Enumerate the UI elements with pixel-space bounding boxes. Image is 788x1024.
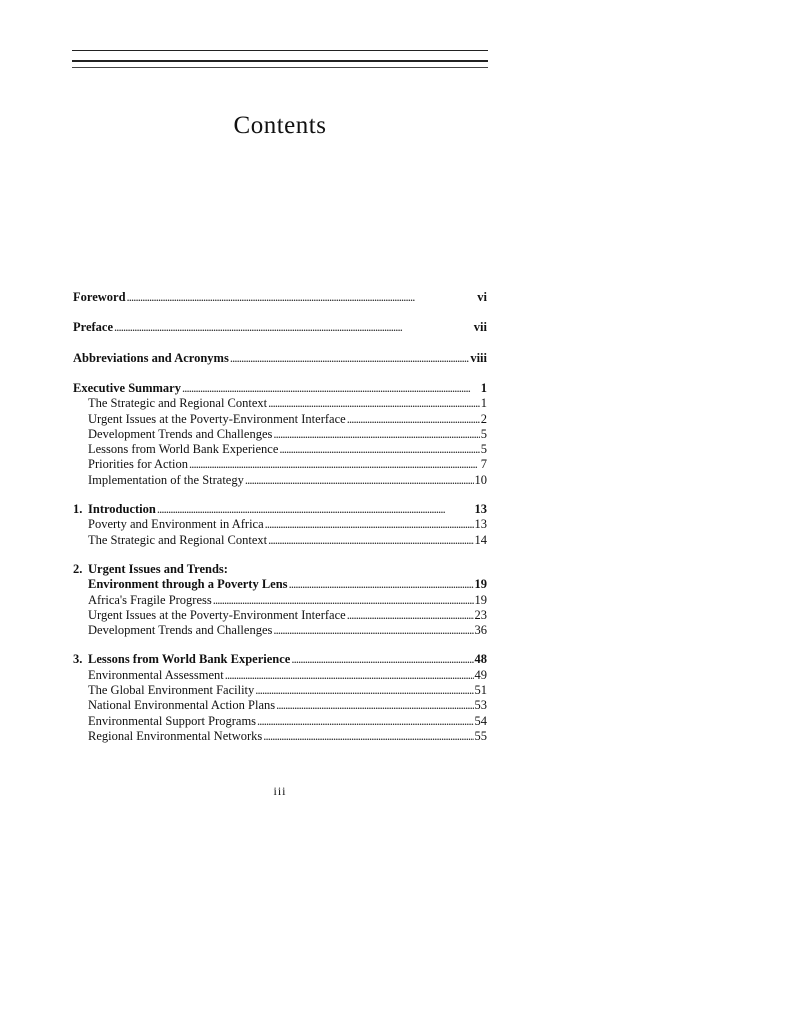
leader-dots	[265, 517, 474, 532]
toc-entry-sub[interactable]	[73, 608, 487, 623]
toc-label: Regional Environmental Networks	[88, 728, 263, 743]
toc-label: Development Trends and Challenges	[88, 623, 273, 638]
toc-label: Implementation of the Strategy	[88, 472, 244, 487]
toc-page-number: 14	[474, 532, 487, 547]
toc-label: Abbreviations and Acronyms	[73, 350, 229, 365]
toc-page-number: 1	[480, 396, 487, 411]
toc-page-number: 2	[480, 411, 487, 426]
leader-dots	[276, 698, 473, 713]
leader-dots	[255, 683, 473, 698]
toc-page-number: 5	[480, 442, 487, 457]
leader-dots	[230, 351, 470, 366]
toc-label: The Global Environment Facility	[88, 683, 255, 697]
toc-page-number: 51	[474, 683, 487, 697]
toc-entry-sub[interactable]	[73, 683, 487, 698]
leader-dots	[273, 623, 473, 638]
toc-label: Poverty and Environment in Africa	[88, 517, 264, 532]
toc-entry-sub[interactable]	[73, 517, 487, 532]
toc-entry-sub[interactable]	[73, 442, 487, 457]
header-rule-middle	[72, 60, 488, 62]
header-rule-top	[72, 50, 488, 51]
toc-page-number: 5	[480, 426, 487, 441]
toc-page-number: 10	[474, 472, 487, 487]
leader-dots	[225, 668, 474, 683]
toc-label: National Environmental Action Plans	[88, 698, 276, 713]
leader-dots	[279, 442, 479, 457]
toc-entry-sub[interactable]	[73, 714, 487, 729]
toc-entry-main[interactable]	[73, 290, 487, 305]
toc-page-number: 19	[474, 577, 487, 592]
leader-dots	[347, 608, 474, 623]
leader-dots	[268, 396, 480, 411]
leader-dots	[157, 502, 474, 517]
toc-entry-sub[interactable]	[73, 533, 487, 548]
header-rule-bottom	[72, 67, 488, 68]
toc-entry-sub[interactable]	[73, 668, 487, 683]
toc-label: Urgent Issues at the Poverty-Environment Interface	[88, 607, 346, 622]
leader-dots	[289, 577, 474, 592]
leader-dots	[291, 652, 473, 667]
leader-dots	[347, 412, 480, 427]
toc-label: Lessons from World Bank Experience	[88, 652, 291, 667]
toc-page-number: viii	[470, 350, 487, 365]
toc-label: Environment through a Poverty Lens	[88, 577, 288, 592]
toc-page-number: 13	[474, 502, 487, 516]
toc-label: Priorities for Action	[88, 457, 188, 472]
toc-page-number: 49	[474, 667, 487, 682]
toc-page-number: 55	[474, 728, 487, 743]
leader-dots	[263, 729, 473, 744]
toc-label: Preface	[73, 320, 114, 335]
page-number: iii	[273, 784, 287, 798]
toc-entry-sub[interactable]	[73, 427, 487, 442]
toc-page-number: 36	[474, 623, 487, 638]
toc-label: Introduction	[88, 502, 156, 516]
chapter-number: 1.	[73, 502, 83, 516]
toc-entry-sub[interactable]	[73, 412, 487, 427]
toc-label: Urgent Issues at the Poverty-Environment Interface	[88, 411, 346, 426]
toc-entry-sub[interactable]	[73, 457, 487, 472]
toc-label: The Strategic and Regional Context	[88, 532, 268, 547]
toc-page-number: 48	[474, 652, 487, 667]
leader-dots	[114, 320, 473, 335]
page-title: Contents	[233, 112, 327, 139]
toc-entry-main[interactable]	[73, 502, 487, 517]
toc-label: The Strategic and Regional Context	[88, 396, 268, 411]
toc-page-number: 23	[474, 607, 487, 622]
chapter-number: 2.	[73, 561, 83, 576]
toc-entry-sub[interactable]	[73, 473, 487, 488]
leader-dots	[127, 290, 477, 305]
toc-label: Africa's Fragile Progress	[88, 592, 212, 607]
leader-dots	[245, 473, 474, 488]
leader-dots	[213, 593, 474, 608]
toc-entry-main[interactable]	[73, 652, 487, 667]
toc-entry-main[interactable]	[73, 381, 487, 396]
toc-page-number: 19	[474, 592, 487, 607]
leader-dots	[189, 457, 480, 472]
toc-heading	[73, 562, 487, 577]
toc-label: Urgent Issues and Trends:	[88, 561, 228, 576]
toc-page-number: 13	[474, 517, 487, 532]
toc-page-number: 7	[480, 457, 487, 472]
leader-dots	[273, 427, 479, 442]
toc-entry-main[interactable]	[73, 577, 487, 592]
toc-entry-sub[interactable]	[73, 623, 487, 638]
toc-entry-sub[interactable]	[73, 593, 487, 608]
toc-entry-sub[interactable]	[73, 698, 487, 713]
toc-page-number: vi	[477, 290, 487, 304]
toc-label: Environmental Assessment	[88, 667, 224, 682]
toc-entry-main[interactable]	[73, 320, 487, 335]
toc-page-number: 1	[480, 380, 487, 395]
toc-entry-sub[interactable]	[73, 729, 487, 744]
toc-label: Lessons from World Bank Experience	[88, 442, 279, 457]
leader-dots	[182, 381, 480, 396]
leader-dots	[268, 533, 473, 548]
toc-page-number: 53	[474, 698, 487, 713]
toc-label: Development Trends and Challenges	[88, 426, 273, 441]
toc-entry-main[interactable]	[73, 351, 487, 366]
toc-label: Environmental Support Programs	[88, 713, 257, 728]
toc-page-number: 54	[474, 713, 487, 728]
toc-entry-sub[interactable]	[73, 396, 487, 411]
toc-page-number: vii	[473, 320, 487, 335]
leader-dots	[257, 714, 473, 729]
toc-label: Executive Summary	[73, 380, 181, 395]
chapter-number: 3.	[73, 652, 83, 667]
toc-label: Foreword	[73, 290, 126, 304]
